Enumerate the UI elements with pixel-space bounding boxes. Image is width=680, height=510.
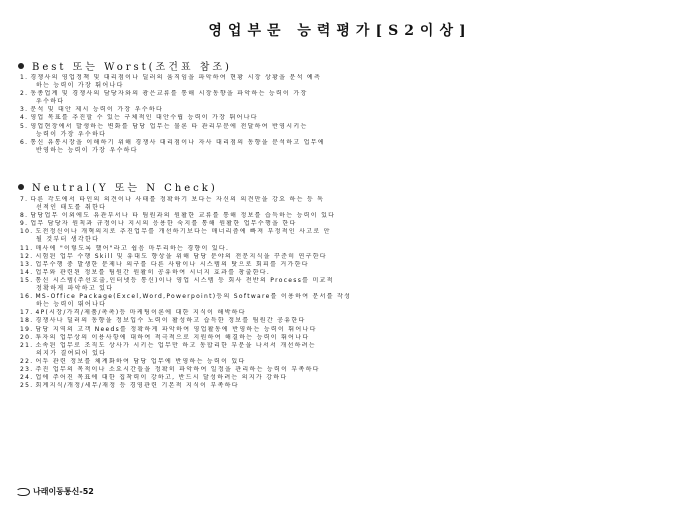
item-number: 14.	[20, 268, 34, 276]
section-heading-neutral	[18, 179, 218, 194]
item-text: 될 것부터 생각한다	[36, 236, 100, 244]
item-text: 도전정신이나 개혁의지로 추진업무를 개선하기보다는 매너리즘에 빠져 부정적인 사고로 안	[35, 228, 331, 236]
item-text: 영업현장에서 발생하는 변화를 담당 업무는 물론 타 관리부문에 전달하여 반영시키는	[30, 122, 308, 130]
item-text: 어두 관련 정보를 체계화하여 담당 업무에 반영하는 능력이 있다	[35, 357, 246, 365]
item-number: 13.	[20, 260, 34, 268]
item-number: 11.	[20, 244, 34, 252]
item-text: 반영하는 능력이 가장 우수하다	[36, 146, 138, 154]
item-text: 업무수행 중 발생한 문제나 의구를 다른 사람이나 시스템의 탓으로 회피를 거가한다	[35, 260, 309, 268]
item-number: 5.	[20, 122, 29, 130]
list-item	[20, 269, 665, 277]
section-heading-label: Neutral(Y 또는 N Check)	[32, 183, 218, 194]
item-text: 의지가 결여되어 있다	[36, 349, 107, 357]
list-item	[20, 374, 665, 382]
item-number: 24.	[20, 374, 34, 382]
list-item	[20, 317, 665, 325]
item-text: 다른 각도에서 타인의 의견이나 사태를 정확하기 보다는 자신의 의견만을 강요 하는 등 독	[30, 196, 325, 203]
list-item	[20, 228, 665, 244]
item-number: 22.	[20, 357, 34, 365]
item-number: 16.	[20, 293, 34, 301]
item-text: 통신 유통시장을 이해하기 위해 경쟁사 대리점이나 자사 대리점의 동향을 분석하고 업무에	[30, 138, 325, 146]
logo-icon	[16, 488, 30, 496]
item-number: 23.	[20, 365, 34, 373]
item-text: 시험된 업무 수행 Skill 및 유대도 향상을 위해 담당 분야의 전문지식을 꾸준히 연구한다	[35, 252, 327, 260]
criteria-list-best-worst	[20, 74, 665, 155]
item-text: 경쟁사나 딜러의 동향을 정보입수 노력이 활성하고 습득한 정보를 팀원간 공유한다	[35, 317, 306, 325]
item-number: 17.	[20, 309, 34, 317]
item-text: 선적인 태도를 취한다	[36, 204, 107, 212]
item-text: 동종업계 및 경쟁사의 담당자와의 광은교류를 통해 시장동향을 파악하는 능력이 가장	[30, 90, 308, 98]
item-text: 영업 목표를 추진할 수 있는 구체적인 대안수립 능력이 가장 뛰어나다	[30, 114, 258, 122]
item-number: 18.	[20, 317, 34, 325]
item-text: 업무 담당자 원칙과 규정이나 지시의 응용한 숙지를 통해 원활한 업무수행을 한다	[30, 220, 297, 228]
list-item	[20, 74, 665, 90]
list-item	[20, 342, 665, 358]
item-text: 매사에 "이렇도록 했어"라고 쉽음 마무리하는 경향이 있다.	[35, 244, 230, 252]
list-item	[20, 261, 665, 269]
item-text: 담당업무 이외에도 유관부서나 타 팀원과의 원활한 교류를 통해 정보를 습득하는 능력이 있다	[30, 212, 336, 220]
bullet-icon	[18, 184, 24, 190]
item-number: 3.	[20, 106, 29, 114]
item-number: 7.	[20, 196, 29, 203]
list-item	[20, 326, 665, 334]
section-heading-best-worst	[18, 58, 232, 73]
item-text: 분석 및 대안 제시 능력이 가장 우수하다	[30, 106, 164, 114]
item-text: 소속된 업무로 조직도 상사가 시키는 업무만 하고 동합리한 부분을 나서서 개선하려는	[35, 341, 316, 349]
item-text: 통신 시스템(주선호출,인터넷등 통신)이나 영업 시스템 등 회사 전반의 Process를 미교적	[35, 276, 334, 284]
criteria-list-neutral	[20, 196, 665, 390]
list-item	[20, 123, 665, 139]
list-item	[20, 114, 665, 122]
item-number: 8.	[20, 212, 29, 220]
page-title: 영업부문 능력평가[S2이상]	[208, 23, 472, 39]
item-text: 정확하게 파악하고 있다	[36, 285, 114, 293]
list-item	[20, 334, 665, 342]
item-number: 20.	[20, 333, 34, 341]
item-text: 담당 지역의 고객 Needs를 정확하게 파악하여 영업활동에 반영하는 능력이 뛰어나다	[35, 325, 317, 333]
list-item	[20, 309, 665, 317]
list-item	[20, 382, 665, 390]
item-text: 주진 업무의 목적이나 소요시간들을 정확히 파악하여 일정을 관리하는 능력이 부족하다	[35, 365, 320, 373]
list-item	[20, 212, 665, 220]
list-item	[20, 293, 665, 309]
item-text: MS-Office Package(Excel,Word,Powerpoint)등의 Software를 이용하여 문서를 작성	[35, 293, 352, 301]
list-item	[20, 253, 665, 261]
bullet-icon	[18, 63, 24, 69]
list-item	[20, 220, 665, 228]
item-number: 9.	[20, 220, 29, 228]
item-text: 4P(시장/가격/제품/촉촉)등 마케팅이론에 대한 지식이 해박하다	[35, 309, 246, 317]
list-item	[20, 90, 665, 106]
item-text: 하는 능력이 뛰어나다	[36, 301, 107, 309]
item-number: 6.	[20, 138, 29, 146]
list-item	[20, 139, 665, 155]
item-number: 19.	[20, 325, 34, 333]
item-text: 업에 주어진 목표에 대한 집착력이 강하고, 반드시 달성하려는 의지가 강하다	[35, 374, 288, 382]
item-number: 21.	[20, 341, 34, 349]
item-text: 경쟁사의 영업정책 및 대리점이나 딜러의 움직임을 파악하여 현황 시장 상황을 분석 예측	[30, 74, 322, 81]
list-item	[20, 366, 665, 374]
item-number: 4.	[20, 114, 29, 122]
item-text: 업무와 관련된 정보를 팀원간 원활히 공유하여 시너지 효과를 창출한다.	[35, 268, 271, 276]
item-number: 2.	[20, 90, 29, 98]
item-number: 1.	[20, 74, 29, 81]
list-item	[20, 277, 665, 293]
section-heading-label: Best 또는 Worst(조건표 참조)	[32, 62, 232, 73]
item-number: 10.	[20, 228, 34, 236]
item-number: 25.	[20, 382, 34, 390]
item-text: 하는 능력이 가장 뛰어나다	[36, 82, 124, 90]
item-text: 회계지식/개정/세무/재정 등 경영관련 기본적 지식이 부족하다	[35, 382, 239, 390]
footer-company-page: 나래이동통신-52	[33, 487, 94, 496]
item-text: 우수하다	[36, 98, 65, 106]
item-text: 능력이 가장 우수하다	[36, 130, 107, 138]
list-item	[20, 245, 665, 253]
item-number: 12.	[20, 252, 34, 260]
list-item	[20, 196, 665, 212]
list-item	[20, 358, 665, 366]
footer	[16, 486, 94, 497]
list-item	[20, 106, 665, 114]
item-text: 투자의 업무상의 이용사항에 대하여 적극적으로 지원하여 해결하는 능력이 뛰어나다	[35, 333, 310, 341]
item-number: 15.	[20, 276, 34, 284]
